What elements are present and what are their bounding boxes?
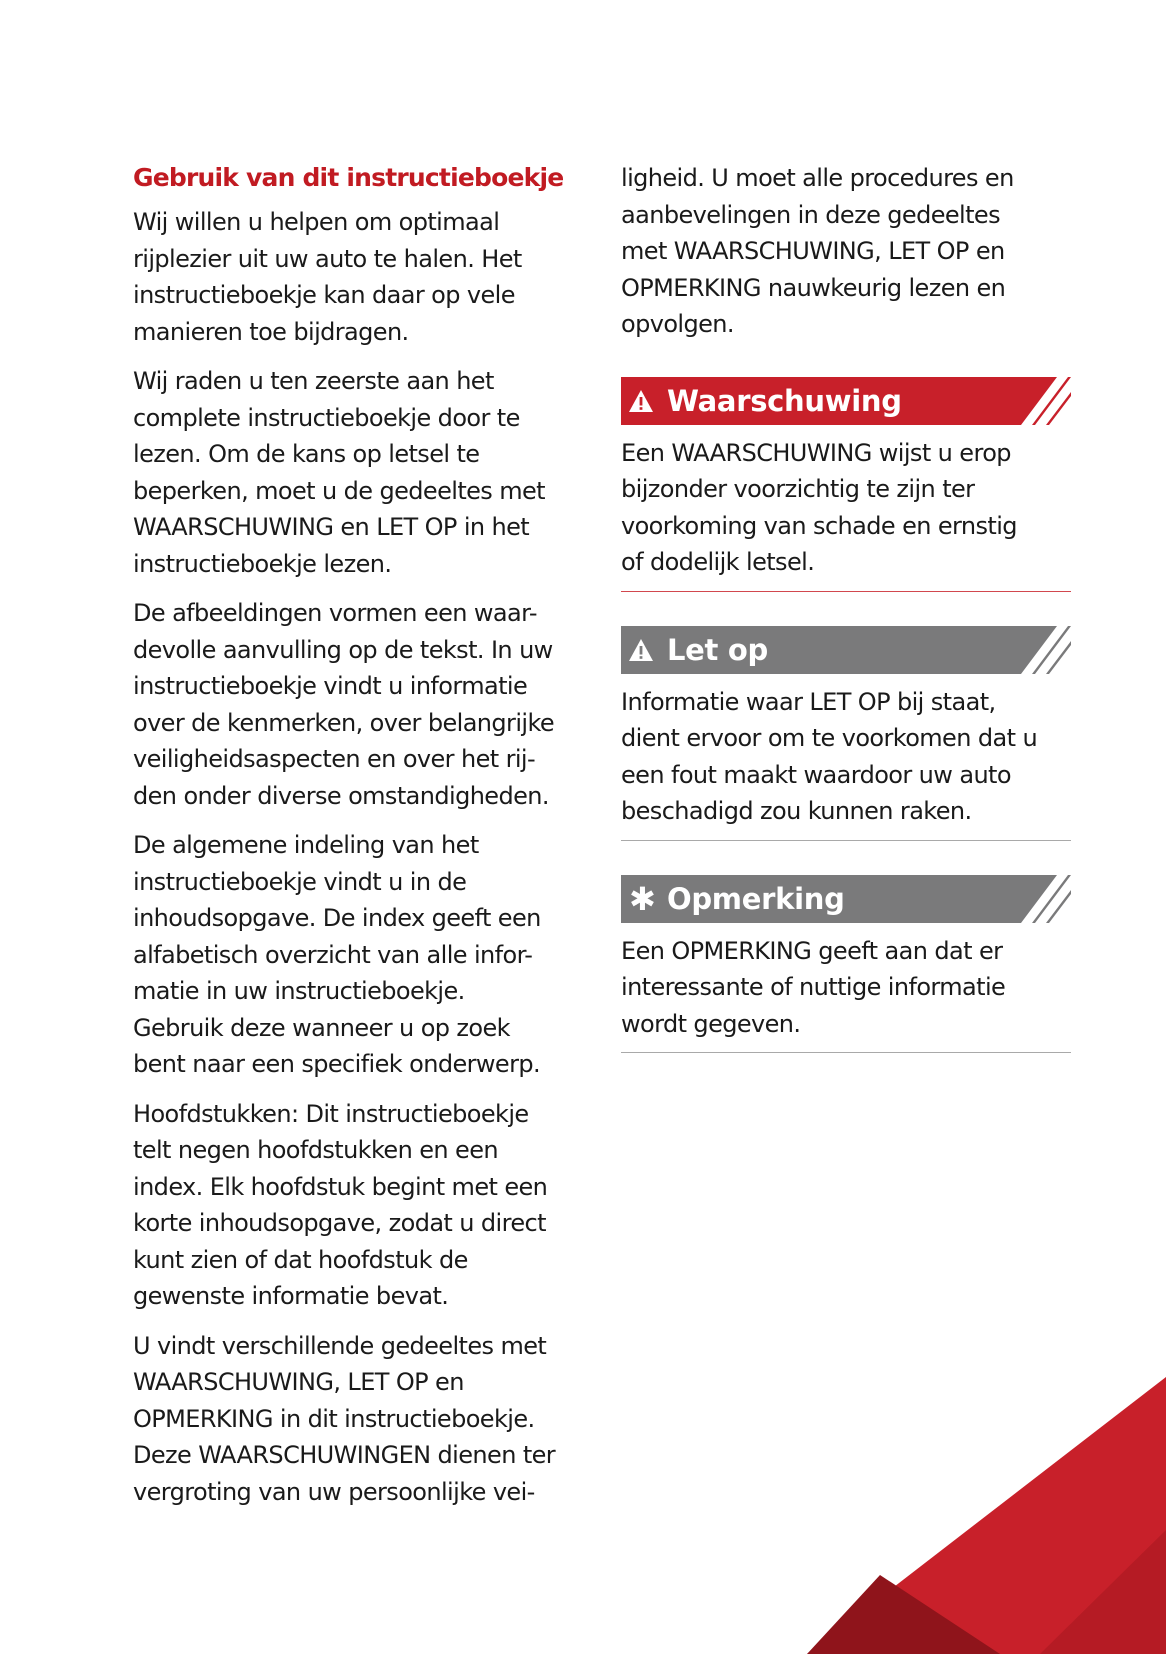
warning-triangle-icon (627, 387, 655, 415)
slash-decoration-icon (985, 377, 1071, 425)
text-line: U vindt verschillende gedeeltes met (133, 1331, 547, 1360)
text-line: OPMERKING nauwkeurig lezen en (621, 273, 1006, 302)
notice-waarschuwing (621, 377, 1071, 592)
text-line: beperken, moet u de gedeeltes met (133, 476, 545, 505)
text-line: met WAARSCHUWING, LET OP en (621, 237, 1005, 265)
notice-title: Opmerking (667, 881, 845, 916)
text-line: alfabetisch overzicht van alle infor- (133, 940, 533, 969)
text-line: korte inhoudsopgave, zodat u direct (133, 1209, 546, 1237)
notice-bar-caution (621, 626, 1071, 674)
paragraph-illustrations (133, 595, 589, 814)
notice-body (621, 674, 1071, 841)
text-line: Deze WAARSCHUWINGEN dienen ter (133, 1441, 556, 1469)
text-line: instructieboekje vindt u in de (133, 867, 467, 896)
notice-text (621, 435, 1071, 581)
notice-text (621, 684, 1071, 830)
text-line: over de kenmerken, over belangrijke (133, 708, 555, 737)
notice-title: Waarschuwing (667, 383, 902, 418)
paragraph-advice (133, 363, 589, 582)
text-line: vergroting van uw persoonlijke vei- (133, 1477, 535, 1506)
text-line: Hoofdstukken: Dit instructieboekje (133, 1099, 529, 1128)
notice-title: Let op (667, 632, 768, 667)
notice-text (621, 933, 1071, 1043)
text-line: opvolgen. (621, 310, 734, 338)
asterisk-icon: ✱ (629, 879, 656, 918)
text-line: Gebruik deze wanneer u op zoek (133, 1013, 510, 1042)
slash-decoration-icon (985, 875, 1071, 923)
text-line: Een OPMERKING geeft aan dat er (621, 936, 1003, 965)
text-line: een fout maakt waardoor uw auto (621, 760, 1011, 789)
notice-bar-warning (621, 377, 1071, 425)
text-line: aanbevelingen in deze gedeeltes (621, 200, 1000, 229)
text-line: inhoudsopgave. De index geeft een (133, 904, 541, 932)
paragraph-chapters (133, 1096, 589, 1315)
text-line: bijzonder voorzichtig te zijn ter (621, 475, 975, 503)
text-line: OPMERKING in dit instructieboekje. (133, 1404, 535, 1433)
text-line: instructieboekje kan daar op vele (133, 281, 515, 309)
text-line: Wij willen u helpen om optimaal (133, 208, 500, 236)
text-line: index. Elk hoofdstuk begint met een (133, 1172, 548, 1201)
section-heading: Gebruik van dit instructieboekje (133, 163, 564, 192)
text-line: voorkoming van schade en ernstig (621, 511, 1017, 540)
notice-body (621, 923, 1071, 1054)
text-line: Wij raden u ten zeerste aan het (133, 367, 494, 395)
text-line: lezen. Om de kans op letsel te (133, 440, 480, 468)
text-line: instructieboekje vindt u informatie (133, 672, 528, 700)
left-column (133, 160, 589, 1523)
text-line: telt negen hoofdstukken en een (133, 1136, 498, 1164)
text-line: interessante of nuttige informatie (621, 973, 1006, 1001)
text-line: devolle aanvulling op de tekst. In uw (133, 635, 553, 664)
notice-let-op (621, 626, 1071, 841)
text-line: beschadigd zou kunnen raken. (621, 797, 972, 825)
text-line: complete instructieboekje door te (133, 403, 520, 432)
text-line: WAARSCHUWING en LET OP in het (133, 513, 530, 541)
text-line: WAARSCHUWING, LET OP en (133, 1368, 464, 1396)
text-line: rijplezier uit uw auto te halen. Het (133, 244, 522, 273)
text-line: gewenste informatie bevat. (133, 1282, 449, 1310)
text-line: den onder diverse omstandigheden. (133, 781, 549, 810)
paragraph-layout (133, 827, 589, 1083)
paragraph-intro (133, 204, 589, 350)
right-column (621, 160, 1071, 1053)
text-line: wordt gegeven. (621, 1009, 801, 1038)
text-line: ligheid. U moet alle procedures en (621, 164, 1014, 192)
text-line: dient ervoor om te voorkomen dat u (621, 724, 1038, 752)
notice-bar-note (621, 875, 1071, 923)
paragraph-sections (133, 1328, 589, 1511)
text-line: manieren toe bijdragen. (133, 317, 409, 346)
text-line: Een WAARSCHUWING wijst u erop (621, 438, 1011, 467)
text-line: kunt zien of dat hoofdstuk de (133, 1245, 468, 1274)
text-line: De afbeeldingen vormen een waar- (133, 599, 537, 627)
text-line: instructieboekje lezen. (133, 549, 392, 578)
text-line: De algemene indeling van het (133, 831, 479, 859)
text-line: of dodelijk letsel. (621, 548, 815, 576)
text-line: bent naar een specifiek onderwerp. (133, 1050, 541, 1078)
notice-body (621, 425, 1071, 592)
paragraph-continuation (621, 160, 1071, 343)
caution-triangle-icon (627, 636, 655, 664)
slash-decoration-icon (985, 626, 1071, 674)
text-line: veiligheidsaspecten en over het rij- (133, 745, 536, 773)
notice-opmerking (621, 875, 1071, 1054)
text-line: Informatie waar LET OP bij staat, (621, 687, 996, 716)
text-line: matie in uw instructieboekje. (133, 977, 465, 1005)
